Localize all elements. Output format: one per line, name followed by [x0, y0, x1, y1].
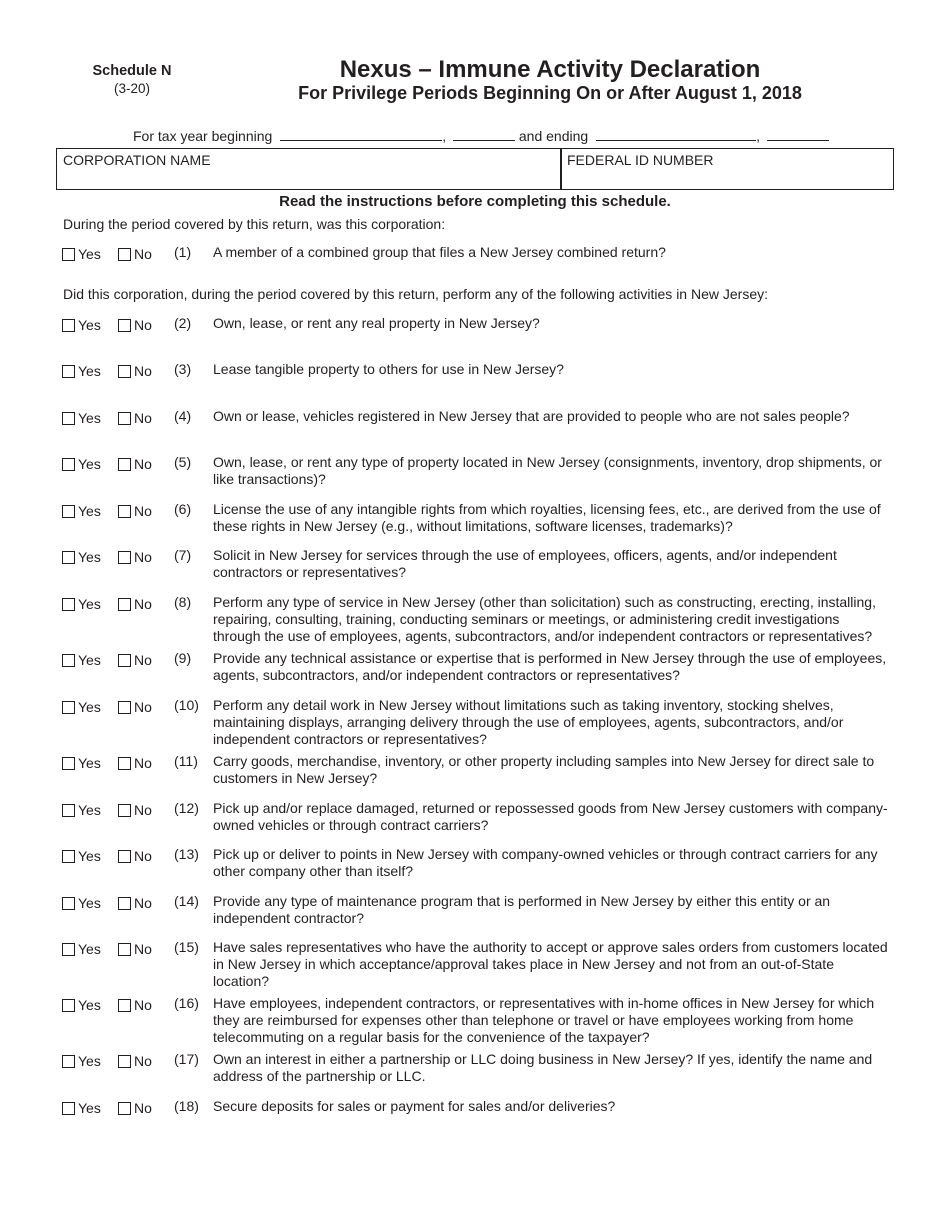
schedule-revision: (3-20) — [113, 81, 150, 96]
checkbox-square-icon[interactable] — [62, 458, 75, 471]
question-number: (4) — [174, 408, 192, 424]
question-text: Lease tangible property to others for use in New Jersey? — [213, 361, 564, 377]
yes-checkbox[interactable] — [62, 848, 101, 864]
question-number: (10) — [174, 697, 199, 713]
no-checkbox[interactable] — [118, 503, 152, 519]
yes-label: Yes — [78, 802, 101, 818]
yes-label: Yes — [78, 456, 101, 472]
no-label: No — [134, 895, 152, 911]
no-checkbox[interactable] — [118, 848, 152, 864]
no-checkbox[interactable] — [118, 652, 152, 668]
intro-text-1: During the period covered by this return, was this corporation: — [63, 216, 446, 232]
checkbox-square-icon[interactable] — [118, 412, 131, 425]
yes-checkbox[interactable] — [62, 895, 101, 911]
question-number: (18) — [174, 1098, 199, 1114]
identification-box — [56, 148, 894, 190]
form-subtitle: For Privilege Periods Beginning On or After August 1, 2018 — [298, 83, 802, 103]
question-number: (13) — [174, 846, 199, 862]
yes-label: Yes — [78, 503, 101, 519]
no-checkbox[interactable] — [118, 1100, 152, 1116]
checkbox-square-icon[interactable] — [62, 701, 75, 714]
question-text: Pick up and/or replace damaged, returned or repossessed goods from New Jersey customers with company-owned vehicles or through contract carriers? — [213, 800, 888, 833]
checkbox-square-icon[interactable] — [62, 757, 75, 770]
no-checkbox[interactable] — [118, 802, 152, 818]
checkbox-square-icon[interactable] — [118, 999, 131, 1012]
yes-checkbox[interactable] — [62, 456, 101, 472]
question-text: Have employees, independent contractors, or representatives with in-home offices in New Jersey for which they are reimbursed for expenses other than telephone or travel or have employees working from home telecommuting on a regular basis for the convenience of the taxpayer? — [213, 995, 875, 1045]
yes-checkbox[interactable] — [62, 317, 101, 333]
yes-checkbox[interactable] — [62, 802, 101, 818]
checkbox-square-icon[interactable] — [62, 598, 75, 611]
question-number: (17) — [174, 1051, 199, 1067]
question-number: (5) — [174, 454, 192, 470]
yes-checkbox[interactable] — [62, 363, 101, 379]
yes-label: Yes — [78, 549, 101, 565]
no-checkbox[interactable] — [118, 895, 152, 911]
checkbox-square-icon[interactable] — [118, 1055, 131, 1068]
checkbox-square-icon[interactable] — [118, 551, 131, 564]
no-label: No — [134, 997, 152, 1013]
question-number: (15) — [174, 939, 199, 955]
question-text: Have sales representatives who have the authority to accept or approve sales orders from customers located in New Jersey in which acceptance/approval takes place in New Jersey and not from an out-of-State location? — [213, 939, 888, 989]
checkbox-square-icon[interactable] — [118, 701, 131, 714]
question-row — [62, 594, 894, 650]
question-number: (14) — [174, 893, 199, 909]
question-row — [62, 697, 894, 753]
no-label: No — [134, 1053, 152, 1069]
no-label: No — [134, 456, 152, 472]
yes-checkbox[interactable] — [62, 246, 101, 262]
checkbox-square-icon[interactable] — [118, 248, 131, 261]
yes-checkbox[interactable] — [62, 503, 101, 519]
yes-label: Yes — [78, 699, 101, 715]
checkbox-square-icon[interactable] — [118, 850, 131, 863]
yes-label: Yes — [78, 997, 101, 1013]
tax-year-end-year-field[interactable] — [767, 128, 829, 141]
checkbox-square-icon[interactable] — [62, 1102, 75, 1115]
no-label: No — [134, 549, 152, 565]
no-label: No — [134, 652, 152, 668]
checkbox-square-icon[interactable] — [62, 365, 75, 378]
no-checkbox[interactable] — [118, 941, 152, 957]
question-text: Carry goods, merchandise, inventory, or other property including samples into New Jersey for direct sale to customers in New Jersey? — [213, 753, 875, 786]
no-checkbox[interactable] — [118, 596, 152, 612]
no-label: No — [134, 699, 152, 715]
no-label: No — [134, 246, 152, 262]
yes-checkbox[interactable] — [62, 699, 101, 715]
question-row — [62, 995, 894, 1051]
checkbox-square-icon[interactable] — [118, 505, 131, 518]
no-label: No — [134, 410, 152, 426]
yes-label: Yes — [78, 596, 101, 612]
yes-checkbox[interactable] — [62, 410, 101, 426]
checkbox-square-icon[interactable] — [118, 804, 131, 817]
checkbox-square-icon[interactable] — [62, 319, 75, 332]
question-number: (1) — [174, 244, 192, 260]
yes-label: Yes — [78, 652, 101, 668]
checkbox-square-icon[interactable] — [118, 458, 131, 471]
question-text: Pick up or deliver to points in New Jersey with company-owned vehicles or through contract carriers for any other company other than itself? — [213, 846, 878, 879]
no-checkbox[interactable] — [118, 246, 152, 262]
tax-year-begin-date-field[interactable] — [280, 128, 442, 141]
yes-label: Yes — [78, 317, 101, 333]
no-label: No — [134, 848, 152, 864]
yes-checkbox[interactable] — [62, 1100, 101, 1116]
checkbox-square-icon[interactable] — [62, 804, 75, 817]
tax-year-line — [133, 128, 829, 145]
federal-id-field[interactable]: FEDERAL ID NUMBER — [567, 152, 714, 168]
no-checkbox[interactable] — [118, 410, 152, 426]
form-title: Nexus – Immune Activity Declaration — [339, 56, 761, 83]
no-label: No — [134, 802, 152, 818]
yes-checkbox[interactable] — [62, 755, 101, 771]
schedule-id — [62, 63, 202, 97]
yes-label: Yes — [78, 1100, 101, 1116]
checkbox-square-icon[interactable] — [62, 654, 75, 667]
yes-checkbox[interactable] — [62, 997, 101, 1013]
yes-label: Yes — [78, 246, 101, 262]
question-number: (12) — [174, 800, 199, 816]
checkbox-square-icon[interactable] — [118, 757, 131, 770]
no-checkbox[interactable] — [118, 755, 152, 771]
checkbox-square-icon[interactable] — [62, 850, 75, 863]
question-text: Secure deposits for sales or payment for sales and/or deliveries? — [213, 1098, 616, 1114]
checkbox-square-icon[interactable] — [62, 551, 75, 564]
checkbox-square-icon[interactable] — [62, 505, 75, 518]
tax-year-end-comma: , — [756, 128, 760, 144]
yes-label: Yes — [78, 895, 101, 911]
question-row — [62, 244, 894, 300]
no-checkbox[interactable] — [118, 1053, 152, 1069]
question-number: (11) — [174, 753, 198, 769]
checkbox-square-icon[interactable] — [118, 897, 131, 910]
yes-label: Yes — [78, 848, 101, 864]
question-text: Provide any technical assistance or expertise that is performed in New Jersey through the use of employees, agents, subcontractors, and/or independent contractors or representatives? — [213, 650, 887, 683]
question-number: (9) — [174, 650, 192, 666]
checkbox-square-icon[interactable] — [118, 365, 131, 378]
question-text: Own or lease, vehicles registered in New Jersey that are provided to people who are not sales people? — [213, 408, 850, 424]
yes-label: Yes — [78, 941, 101, 957]
yes-checkbox[interactable] — [62, 1053, 101, 1069]
question-number: (6) — [174, 501, 192, 517]
question-number: (16) — [174, 995, 199, 1011]
checkbox-square-icon[interactable] — [118, 598, 131, 611]
checkbox-square-icon[interactable] — [118, 1102, 131, 1115]
checkbox-square-icon[interactable] — [118, 943, 131, 956]
checkbox-square-icon[interactable] — [62, 943, 75, 956]
tax-year-begin-year-field[interactable] — [453, 128, 515, 141]
tax-year-beginning-label: For tax year beginning — [133, 128, 273, 144]
tax-year-ending-label: and ending — [518, 128, 589, 144]
question-text: Solicit in New Jersey for services through the use of employees, officers, agents, and/or independent contractors or representatives? — [213, 547, 837, 580]
no-label: No — [134, 363, 152, 379]
schedule-name: Schedule N — [92, 63, 172, 79]
intro-text-2: Did this corporation, during the period covered by this return, perform any of the following activities in New Jersey: — [63, 286, 769, 302]
no-label: No — [134, 1100, 152, 1116]
corporation-name-field[interactable]: CORPORATION NAME — [63, 152, 211, 168]
no-label: No — [134, 755, 152, 771]
no-checkbox[interactable] — [118, 549, 152, 565]
question-number: (2) — [174, 315, 192, 331]
question-text: Own an interest in either a partnership or LLC doing business in New Jersey? If yes, identify the name and address of the partnership or LLC. — [213, 1051, 873, 1084]
yes-label: Yes — [78, 410, 101, 426]
no-checkbox[interactable] — [118, 317, 152, 333]
instructions-note: Read the instructions before completing this schedule. — [279, 193, 671, 210]
checkbox-square-icon[interactable] — [62, 999, 75, 1012]
question-number: (8) — [174, 594, 192, 610]
no-checkbox[interactable] — [118, 997, 152, 1013]
no-label: No — [134, 317, 152, 333]
no-label: No — [134, 596, 152, 612]
yes-checkbox[interactable] — [62, 652, 101, 668]
question-text: A member of a combined group that files a New Jersey combined return? — [213, 244, 666, 260]
no-label: No — [134, 941, 152, 957]
question-number: (3) — [174, 361, 192, 377]
tax-year-begin-comma: , — [442, 128, 447, 144]
question-row — [62, 939, 894, 995]
yes-checkbox[interactable] — [62, 596, 101, 612]
tax-year-end-date-field[interactable] — [596, 128, 756, 141]
yes-label: Yes — [78, 1053, 101, 1069]
question-text: License the use of any intangible rights from which royalties, licensing fees, etc., are derived from the use of these rights in New Jersey (e.g., without limitations, software licenses, trademarks)? — [213, 501, 881, 534]
checkbox-square-icon[interactable] — [62, 412, 75, 425]
no-checkbox[interactable] — [118, 363, 152, 379]
checkbox-square-icon[interactable] — [62, 1055, 75, 1068]
checkbox-square-icon[interactable] — [118, 654, 131, 667]
yes-checkbox[interactable] — [62, 549, 101, 565]
question-number: (7) — [174, 547, 192, 563]
checkbox-square-icon[interactable] — [118, 319, 131, 332]
no-label: No — [134, 503, 152, 519]
question-text: Perform any detail work in New Jersey without limitations such as taking inventory, stocking shelves, maintaining displays, arranging delivery through the use of employees, agents, subcontractors, and/or independent contractors or representatives? — [213, 697, 844, 747]
checkbox-square-icon[interactable] — [62, 897, 75, 910]
question-text: Provide any type of maintenance program that is performed in New Jersey by either this entity or an independent contractor? — [213, 893, 831, 926]
question-text: Perform any type of service in New Jersey (other than solicitation) such as constructing, erecting, installing, repairing, consulting, training, conducting seminars or meetings, or administering credit investigations through the use of employees, agents, subcontractors, and/or independent contractors or representatives? — [213, 594, 876, 644]
yes-label: Yes — [78, 755, 101, 771]
no-checkbox[interactable] — [118, 699, 152, 715]
yes-checkbox[interactable] — [62, 941, 101, 957]
no-checkbox[interactable] — [118, 456, 152, 472]
yes-label: Yes — [78, 363, 101, 379]
checkbox-square-icon[interactable] — [62, 248, 75, 261]
identification-divider — [560, 149, 562, 189]
question-text: Own, lease, or rent any real property in New Jersey? — [213, 315, 540, 331]
question-text: Own, lease, or rent any type of property located in New Jersey (consignments, inventory, drop shipments, or like transactions)? — [213, 454, 882, 487]
question-row — [62, 1098, 894, 1154]
